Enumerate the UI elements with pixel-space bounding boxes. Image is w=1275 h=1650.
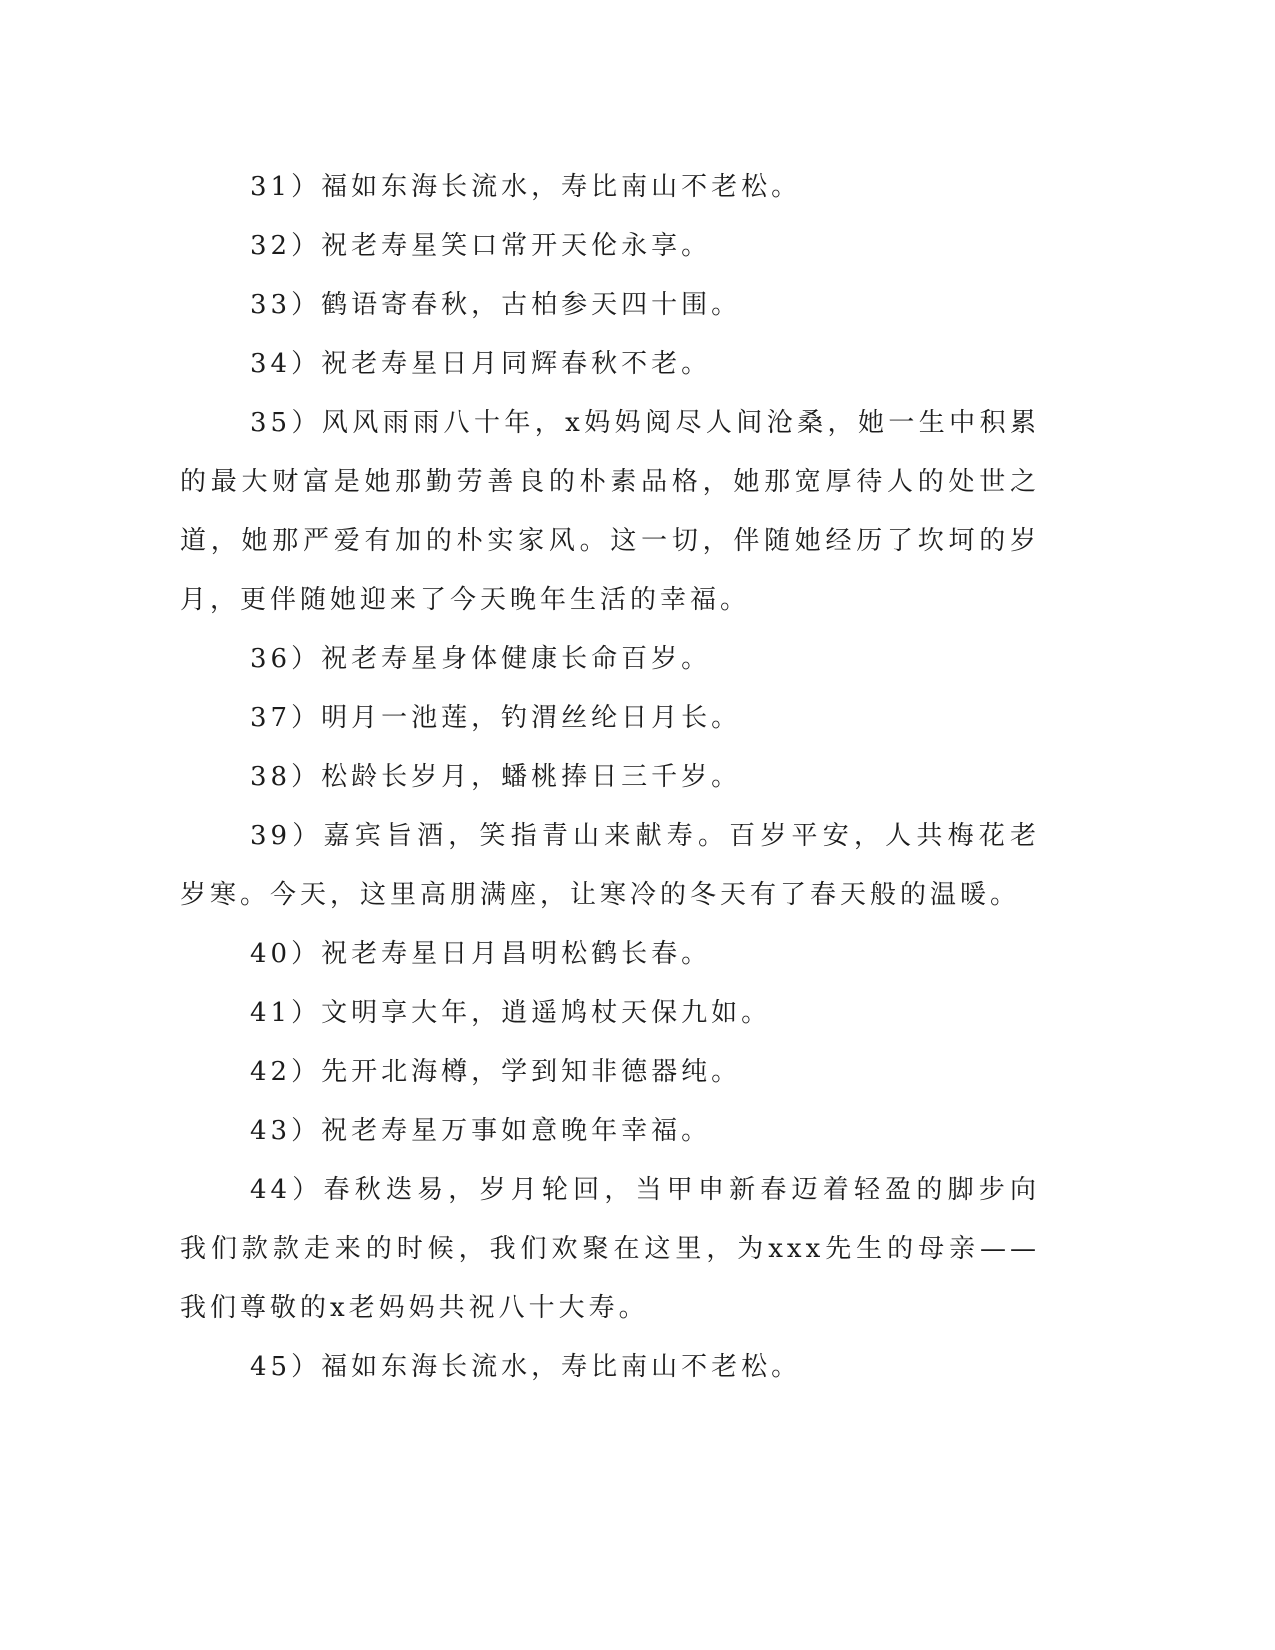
paragraph-39: 39）嘉宾旨酒，笑指青山来献寿。百岁平安，人共梅花老岁寒。今天，这里高朋满座，让寒冷的冬天有了春天般的温暖。 xyxy=(180,821,1040,910)
paragraph-37: 37）明月一池莲，钓渭丝纶日月长。 xyxy=(250,703,742,733)
paragraph-45: 45）福如东海长流水，寿比南山不老松。 xyxy=(250,1352,802,1382)
paragraph-31: 31）福如东海长流水，寿比南山不老松。 xyxy=(250,172,802,202)
paragraph-40: 40）祝老寿星日月昌明松鹤长春。 xyxy=(250,939,712,969)
paragraph-35: 35）风风雨雨八十年，x妈妈阅尽人间沧桑，她一生中积累的最大财富是她那勤劳善良的朴素品格，她那宽厚待人的处世之道，她那严爱有加的朴实家风。这一切，伴随她经历了坎坷的岁月，更伴随她迎来了今天晚年生活的幸福。 xyxy=(180,408,1040,615)
document-body xyxy=(180,158,1040,1397)
paragraph-38: 38）松龄长岁月，蟠桃捧日三千岁。 xyxy=(250,762,742,792)
paragraph-44: 44）春秋迭易，岁月轮回，当甲申新春迈着轻盈的脚步向我们款款走来的时候，我们欢聚在这里，为xxx先生的母亲——我们尊敬的x老妈妈共祝八十大寿。 xyxy=(180,1175,1040,1323)
paragraph-36: 36）祝老寿星身体健康长命百岁。 xyxy=(250,644,712,674)
paragraph-33: 33）鹤语寄春秋，古柏参天四十围。 xyxy=(250,290,742,320)
paragraph-42: 42）先开北海樽，学到知非德器纯。 xyxy=(250,1057,742,1087)
paragraph-32: 32）祝老寿星笑口常开天伦永享。 xyxy=(250,231,712,261)
paragraph-41: 41）文明享大年，逍遥鸠杖天保九如。 xyxy=(250,998,772,1028)
paragraph-34: 34）祝老寿星日月同辉春秋不老。 xyxy=(250,349,712,379)
paragraph-43: 43）祝老寿星万事如意晚年幸福。 xyxy=(250,1116,712,1146)
